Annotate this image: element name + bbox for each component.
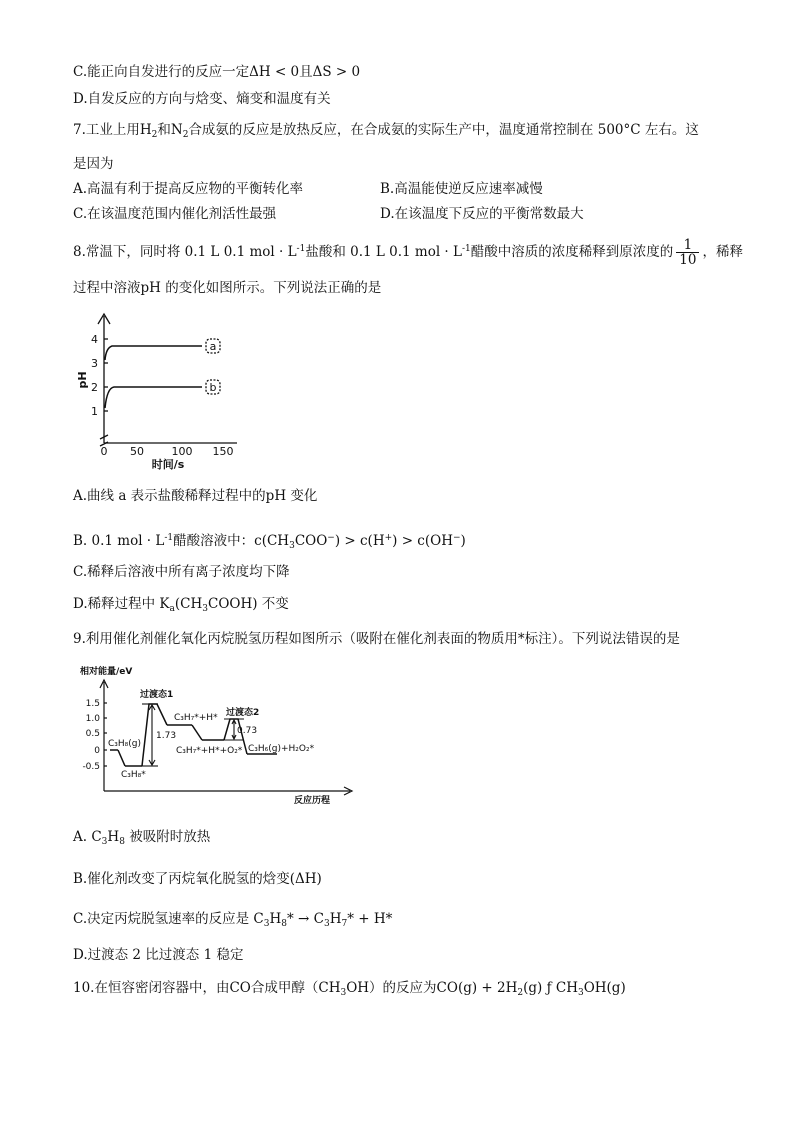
ph-curve-b-label: b (209, 381, 217, 394)
q7-option-c: C.在该温度范围内催化剂活性最强 (73, 206, 277, 222)
ph-xtick-150: 150 (212, 445, 234, 458)
ph-ytick-3: 3 (91, 357, 98, 370)
q8-option-b: B. 0.1 mol · $L^{-1}$醋酸溶液中：$c(CH_3COO^-) > c(H^+) > c(OH^-)$ (73, 533, 466, 551)
species-c3h8-adsorbed: C₃H₈* (121, 770, 146, 780)
energy-profile-chart (72, 664, 354, 804)
ph-curve-b (105, 387, 202, 408)
barrier2-value: 0.73 (237, 726, 258, 736)
ph-y-axis-label: pH (76, 371, 89, 389)
q8-stem-cont: 过程中溶液pH 的变化如图所示。下列说法正确的是 (73, 280, 382, 296)
q7-option-d: D.在该温度下反应的平衡常数最大 (380, 206, 584, 222)
ph-xtick-0: 0 (100, 445, 108, 458)
energy-ytick-1-0: 1.0 (85, 714, 100, 724)
ts2-label: 过渡态2 (226, 708, 260, 718)
ph-ytick-1: 1 (91, 405, 98, 418)
q7-stem-cont: 是因为 (73, 156, 114, 172)
ph-curve-a (105, 346, 202, 360)
q8-option-a: A.曲线 a 表示盐酸稀释过程中的pH 变化 (73, 488, 318, 504)
q7-option-a: A.高温有利于提高反应物的平衡转化率 (73, 181, 304, 197)
energy-x-axis-label: 反应历程 (294, 796, 331, 804)
q6-option-c: C.能正向自发进行的反应一定ΔH < 0且ΔS > 0 (73, 64, 361, 80)
fraction-one-tenth: $\frac{1}{10}$ (676, 238, 699, 267)
barrier1-value: 1.73 (156, 731, 177, 741)
q10-stem: 10.在恒容密闭容器中，由CO合成甲醇$(CH_3OH)$的反应为$CO(g) + 2H_2(g)$ ƒ $CH_3OH(g)$ (73, 980, 626, 998)
ph-x-axis-label: 时间/s (151, 458, 185, 470)
energy-ytick-0: 0 (94, 746, 100, 756)
ts1-label: 过渡态1 (140, 690, 174, 700)
ph-xtick-100: 100 (171, 445, 193, 458)
energy-y-axis-label: 相对能量/eV (80, 667, 133, 677)
energy-ytick-0-5: 0.5 (85, 729, 100, 739)
species-c3h7-h: C₃H₇*+H* (174, 713, 218, 723)
q8-stem: 8.常温下，同时将 0.1 L 0.1 mol · $L^{-1}$盐酸和 0.1 L 0.1 mol · $L^{-1}$醋酸中溶质的浓度稀释到原浓度的 $\frac{1}{10}$ ，稀释 (73, 237, 743, 268)
q9-stem: 9.利用催化剂催化氧化丙烷脱氢历程如图所示（吸附在催化剂表面的物质用*标注）。下列说法错误的是 (73, 631, 680, 647)
q9-option-b: B.催化剂改变了丙烷氧化脱氢的焓变(ΔH) (73, 871, 322, 887)
ph-ytick-4: 4 (91, 333, 98, 346)
q7-stem: 7.工业上用$H_2$和$N_2$合成氨的反应是放热反应，在合成氨的实际生产中，温度通常控制在 500°C 左右。这 (73, 122, 699, 140)
q8-option-d: D.稀释过程中 $K_a(CH_3COOH)$ 不变 (73, 596, 289, 614)
q9-option-d: D.过渡态 2 比过渡态 1 稳定 (73, 947, 244, 963)
q9-option-a: A. $C_3H_8$ 被吸附时放热 (73, 829, 211, 847)
species-c3h8-g: C₃H₈(g) (108, 739, 142, 749)
species-c3h6-h2o2: C₃H₆(g)+H₂O₂* (248, 744, 315, 754)
ph-xtick-50: 50 (130, 445, 144, 458)
q6-option-d: D.自发反应的方向与焓变、熵变和温度有关 (73, 91, 331, 107)
q9-option-c: C.决定丙烷脱氢速率的反应是 $C_3H_8* \to C_3H_7* + H*$ (73, 911, 393, 929)
q7-option-b: B.高温能使逆反应速率减慢 (380, 181, 543, 197)
ph-dilution-chart (72, 308, 242, 470)
ph-curve-a-label: a (209, 340, 217, 353)
energy-ytick-1-5: 1.5 (85, 699, 100, 709)
ph-ytick-2: 2 (91, 381, 98, 394)
q8-option-c: C.稀释后溶液中所有离子浓度均下降 (73, 564, 290, 580)
species-c3h7-h-o2: C₃H₇*+H*+O₂* (176, 746, 243, 756)
energy-ytick-neg-0-5: -0.5 (82, 762, 100, 772)
